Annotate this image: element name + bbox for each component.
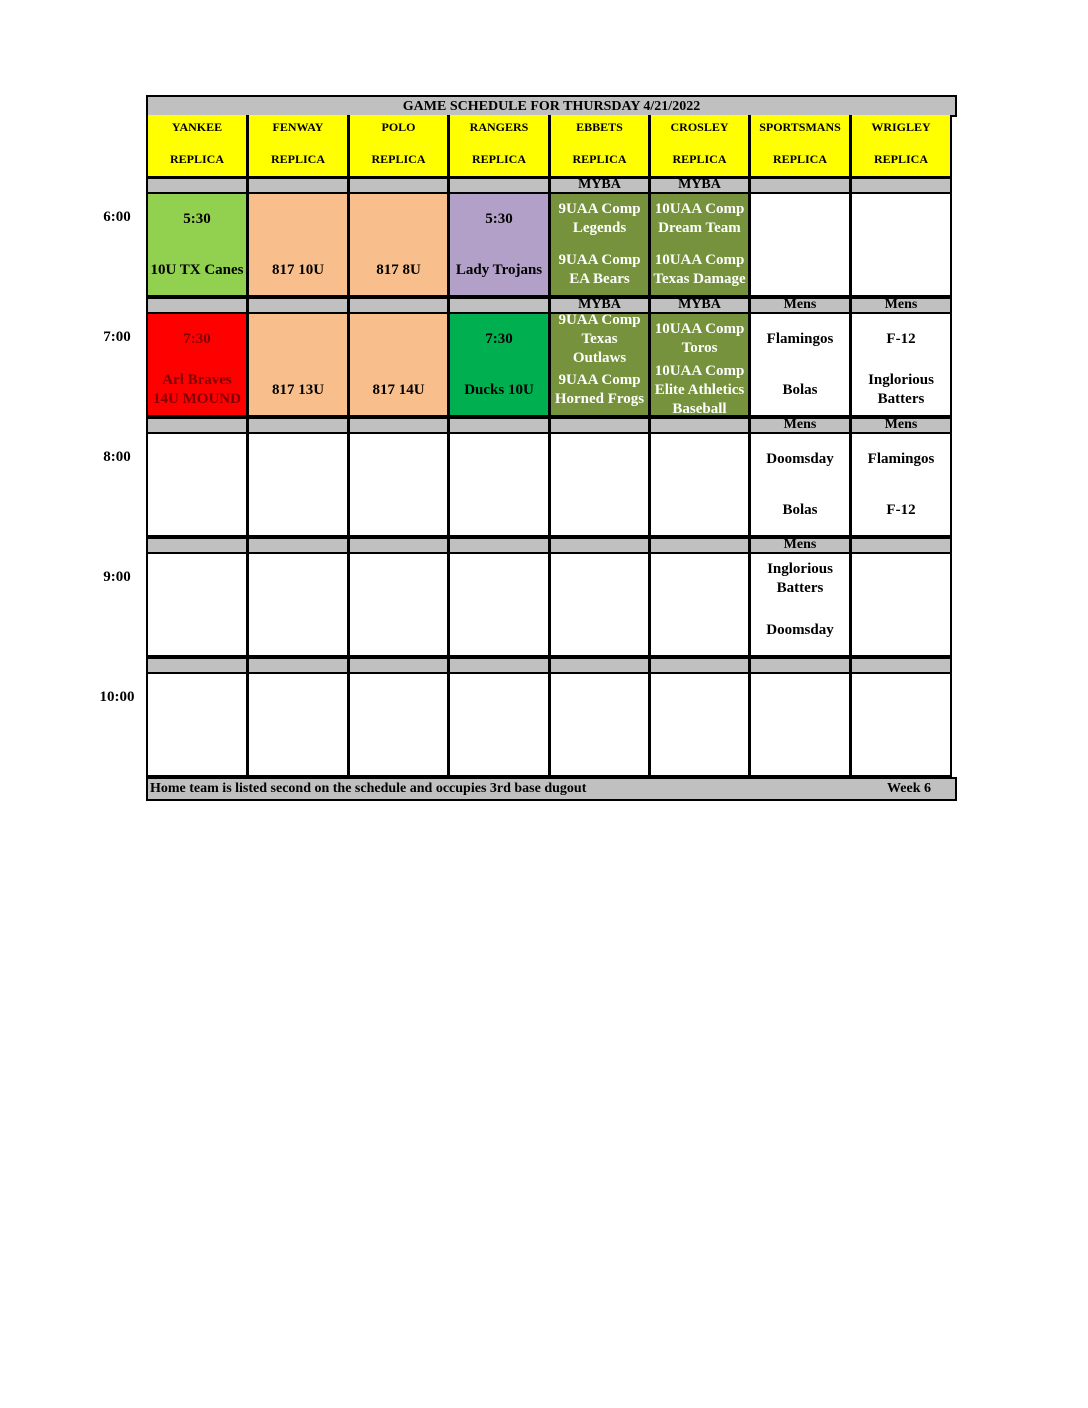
team-name-line: Texas Damage bbox=[653, 271, 746, 287]
game-slot[interactable] bbox=[549, 432, 650, 537]
slot-top bbox=[350, 194, 447, 244]
team-name-line: 7:30 bbox=[485, 330, 513, 347]
team-name-line: F-12 bbox=[886, 501, 916, 518]
slot-top bbox=[249, 434, 347, 484]
team-name-line: 9UAA Comp bbox=[558, 201, 641, 217]
game-slot[interactable] bbox=[850, 312, 952, 417]
slot-top bbox=[148, 674, 246, 724]
slot-bottom bbox=[148, 725, 246, 775]
game-slot[interactable] bbox=[348, 192, 449, 297]
slot-top bbox=[148, 434, 246, 484]
slot-bottom bbox=[450, 485, 548, 535]
slot-bottom bbox=[249, 485, 347, 535]
slot-top bbox=[450, 554, 548, 604]
league-divider: Mens bbox=[850, 417, 952, 434]
game-slot[interactable] bbox=[448, 312, 550, 417]
league-divider: MYBA bbox=[649, 177, 750, 194]
team-name-line: Doomsday bbox=[766, 450, 834, 467]
slot-top bbox=[350, 674, 447, 724]
field-type: REPLICA bbox=[873, 152, 928, 166]
game-slot[interactable] bbox=[549, 192, 650, 297]
slot-top bbox=[751, 194, 849, 244]
slot-top bbox=[350, 554, 447, 604]
field-name: RANGERS bbox=[469, 120, 529, 134]
slot-top bbox=[852, 194, 950, 244]
field-name: WRIGLEY bbox=[871, 120, 931, 134]
slot-top bbox=[551, 554, 648, 604]
team-name-line: 9UAA Comp bbox=[558, 372, 641, 388]
league-divider: Mens bbox=[749, 297, 851, 314]
game-slot[interactable] bbox=[749, 672, 851, 777]
slot-top bbox=[852, 554, 950, 604]
team-name-line: Texas bbox=[581, 330, 618, 347]
slot-bottom bbox=[148, 605, 246, 655]
slot-top bbox=[852, 674, 950, 724]
field-header-wrigley bbox=[850, 115, 952, 178]
team-name-line: 9UAA Comp bbox=[558, 312, 641, 328]
game-slot[interactable] bbox=[146, 552, 248, 657]
game-slot[interactable] bbox=[146, 432, 248, 537]
slot-bottom bbox=[249, 245, 347, 295]
slot-top bbox=[450, 674, 548, 724]
team-name-line: 10UAA Comp bbox=[654, 201, 745, 217]
team-name-line: Toros bbox=[681, 340, 718, 356]
team-name-line: Horned Frogs bbox=[554, 391, 645, 407]
team-name-line: Flamingos bbox=[766, 330, 834, 347]
time-label: 10:00 bbox=[99, 689, 135, 705]
team-name-line: Batters bbox=[776, 580, 824, 596]
team-name-line: Bolas bbox=[782, 381, 818, 398]
game-slot[interactable] bbox=[850, 672, 952, 777]
field-header-crosley bbox=[649, 115, 750, 178]
slot-bottom bbox=[651, 362, 748, 417]
game-slot[interactable] bbox=[348, 432, 449, 537]
time-label: 7:00 bbox=[103, 329, 131, 345]
slot-bottom bbox=[450, 605, 548, 655]
game-slot[interactable] bbox=[850, 432, 952, 537]
field-name: YANKEE bbox=[171, 120, 223, 134]
league-divider: Mens bbox=[749, 417, 851, 434]
field-name: CROSLEY bbox=[670, 120, 729, 134]
slot-top bbox=[249, 314, 347, 364]
game-slot[interactable] bbox=[448, 552, 550, 657]
team-name-line: 14U MOUND bbox=[153, 391, 241, 407]
team-name-line: 7:30 bbox=[183, 330, 211, 347]
slot-bottom bbox=[751, 365, 849, 415]
game-slot[interactable] bbox=[749, 432, 851, 537]
slot-top bbox=[249, 674, 347, 724]
game-slot[interactable] bbox=[348, 312, 449, 417]
game-slot[interactable] bbox=[146, 672, 248, 777]
slot-top bbox=[249, 554, 347, 604]
time-label: 6:00 bbox=[103, 209, 131, 225]
slot-bottom bbox=[852, 725, 950, 775]
team-name-line: Batters bbox=[877, 391, 925, 407]
field-type: REPLICA bbox=[572, 152, 627, 166]
slot-bottom bbox=[551, 245, 648, 295]
field-type: REPLICA bbox=[471, 152, 526, 166]
game-slot[interactable] bbox=[549, 672, 650, 777]
game-slot[interactable] bbox=[448, 672, 550, 777]
team-name-line: 10UAA Comp bbox=[654, 252, 745, 268]
slot-bottom bbox=[350, 245, 447, 295]
game-slot[interactable] bbox=[649, 192, 750, 297]
league-divider: MYBA bbox=[549, 297, 650, 314]
slot-top bbox=[350, 314, 447, 364]
league-divider: Mens bbox=[749, 537, 851, 554]
team-name-line: 5:30 bbox=[485, 210, 513, 227]
team-name-line: F-12 bbox=[886, 330, 916, 347]
slot-bottom bbox=[852, 245, 950, 295]
team-name-line: Doomsday bbox=[766, 621, 834, 638]
field-name: SPORTSMANS bbox=[759, 120, 841, 134]
slot-bottom bbox=[551, 365, 648, 415]
slot-bottom bbox=[148, 245, 246, 295]
game-slot[interactable] bbox=[247, 192, 349, 297]
game-slot[interactable] bbox=[850, 192, 952, 297]
slot-bottom bbox=[551, 725, 648, 775]
game-slot[interactable] bbox=[247, 552, 349, 657]
game-slot[interactable] bbox=[448, 432, 550, 537]
game-slot[interactable] bbox=[649, 552, 750, 657]
game-slot[interactable] bbox=[749, 192, 851, 297]
slot-top bbox=[148, 314, 246, 364]
slot-top bbox=[551, 674, 648, 724]
slot-top bbox=[751, 554, 849, 604]
field-type: REPLICA bbox=[270, 152, 325, 166]
field-type: REPLICA bbox=[169, 152, 224, 166]
field-type: REPLICA bbox=[371, 152, 426, 166]
time-label: 8:00 bbox=[103, 449, 131, 465]
schedule-table bbox=[99, 95, 957, 801]
team-name-line: 817 8U bbox=[376, 261, 421, 278]
game-slot[interactable] bbox=[146, 312, 248, 417]
team-name-line: 10UAA Comp bbox=[654, 362, 745, 379]
field-header-ebbets bbox=[549, 115, 650, 178]
game-slot[interactable] bbox=[549, 552, 650, 657]
slot-bottom bbox=[249, 365, 347, 415]
game-slot[interactable] bbox=[247, 312, 349, 417]
slot-bottom bbox=[651, 725, 748, 775]
slot-top bbox=[751, 314, 849, 364]
game-slot[interactable] bbox=[146, 192, 248, 297]
team-name-line: Lady Trojans bbox=[455, 261, 543, 278]
slot-top bbox=[148, 194, 246, 244]
team-name-line: 817 13U bbox=[271, 381, 325, 398]
schedule-footer bbox=[146, 777, 957, 801]
team-name-line: Flamingos bbox=[867, 450, 935, 467]
team-name-line: Baseball bbox=[672, 400, 727, 417]
slot-bottom bbox=[350, 365, 447, 415]
team-name-line: 817 10U bbox=[271, 261, 325, 278]
slot-bottom bbox=[751, 245, 849, 295]
team-name-line: 10U TX Canes bbox=[150, 261, 244, 278]
slot-top bbox=[249, 194, 347, 244]
slot-bottom bbox=[450, 365, 548, 415]
team-name-line: 9UAA Comp bbox=[558, 252, 641, 268]
team-name-line: Inglorious bbox=[767, 561, 833, 577]
slot-top bbox=[551, 194, 648, 244]
team-name-line: Inglorious bbox=[868, 372, 934, 388]
slot-top bbox=[450, 314, 548, 364]
team-name-line: Ducks 10U bbox=[464, 381, 534, 398]
league-divider: MYBA bbox=[649, 297, 750, 314]
team-name-line: 10UAA Comp bbox=[654, 321, 745, 337]
slot-bottom bbox=[651, 605, 748, 655]
slot-bottom bbox=[450, 245, 548, 295]
slot-top bbox=[148, 554, 246, 604]
slot-bottom bbox=[249, 605, 347, 655]
footer-note: Home team is listed second on the schedule and occupies 3rd base dugout bbox=[150, 781, 587, 796]
game-slot[interactable] bbox=[247, 672, 349, 777]
game-slot[interactable] bbox=[247, 432, 349, 537]
game-slot[interactable] bbox=[749, 312, 851, 417]
game-slot[interactable] bbox=[649, 432, 750, 537]
slot-top bbox=[551, 314, 648, 364]
slot-bottom bbox=[751, 485, 849, 535]
slot-bottom bbox=[651, 245, 748, 295]
slot-top bbox=[852, 314, 950, 364]
slot-bottom bbox=[450, 725, 548, 775]
field-name: EBBETS bbox=[576, 120, 623, 134]
slot-bottom bbox=[551, 485, 648, 535]
field-type: REPLICA bbox=[672, 152, 727, 166]
field-header-polo bbox=[348, 115, 449, 178]
slot-top bbox=[551, 434, 648, 484]
field-name: POLO bbox=[381, 120, 416, 134]
team-name-line: Dream Team bbox=[658, 220, 741, 236]
slot-top bbox=[751, 674, 849, 724]
slot-bottom bbox=[651, 485, 748, 535]
game-slot[interactable] bbox=[649, 672, 750, 777]
slot-bottom bbox=[551, 605, 648, 655]
slot-top bbox=[651, 434, 748, 484]
field-name: FENWAY bbox=[272, 120, 324, 134]
game-slot[interactable] bbox=[348, 552, 449, 657]
game-slot[interactable] bbox=[348, 672, 449, 777]
slot-bottom bbox=[148, 485, 246, 535]
slot-bottom bbox=[350, 485, 447, 535]
slot-top bbox=[450, 194, 548, 244]
slot-top bbox=[651, 194, 748, 244]
field-type: REPLICA bbox=[772, 152, 827, 166]
team-name-line: Bolas bbox=[782, 501, 818, 518]
field-header-fenway bbox=[247, 115, 349, 178]
field-header-sportsmans bbox=[749, 115, 851, 178]
league-divider: MYBA bbox=[549, 177, 650, 194]
slot-top bbox=[651, 674, 748, 724]
team-name-line: Elite Athletics bbox=[654, 381, 745, 398]
game-slot[interactable] bbox=[649, 312, 750, 417]
game-slot[interactable] bbox=[749, 552, 851, 657]
game-slot[interactable] bbox=[448, 192, 550, 297]
slot-bottom bbox=[852, 605, 950, 655]
game-slot[interactable] bbox=[850, 552, 952, 657]
slot-bottom bbox=[751, 725, 849, 775]
slot-bottom bbox=[249, 725, 347, 775]
team-name-line: Outlaws bbox=[572, 349, 627, 366]
slot-bottom bbox=[852, 485, 950, 535]
slot-top bbox=[350, 434, 447, 484]
slot-bottom bbox=[350, 725, 447, 775]
slot-bottom bbox=[751, 605, 849, 655]
slot-top bbox=[450, 434, 548, 484]
team-name-line: 817 14U bbox=[372, 381, 425, 398]
league-divider: Mens bbox=[850, 297, 952, 314]
game-slot[interactable] bbox=[549, 312, 650, 417]
slot-top bbox=[751, 434, 849, 484]
field-header-yankee bbox=[146, 115, 248, 178]
week-label: Week 6 bbox=[887, 781, 931, 796]
time-label: 9:00 bbox=[103, 569, 131, 585]
field-header-rangers bbox=[448, 115, 550, 178]
slot-bottom bbox=[148, 365, 246, 415]
slot-top bbox=[651, 314, 748, 364]
slot-top bbox=[852, 434, 950, 484]
slot-top bbox=[651, 554, 748, 604]
team-name-line: Arl Braves bbox=[162, 372, 232, 388]
schedule-title: GAME SCHEDULE FOR THURSDAY 4/21/2022 bbox=[146, 95, 957, 117]
slot-bottom bbox=[350, 605, 447, 655]
team-name-line: EA Bears bbox=[569, 271, 630, 287]
team-name-line: 5:30 bbox=[183, 210, 211, 227]
team-name-line: Legends bbox=[572, 220, 627, 236]
slot-bottom bbox=[852, 365, 950, 415]
